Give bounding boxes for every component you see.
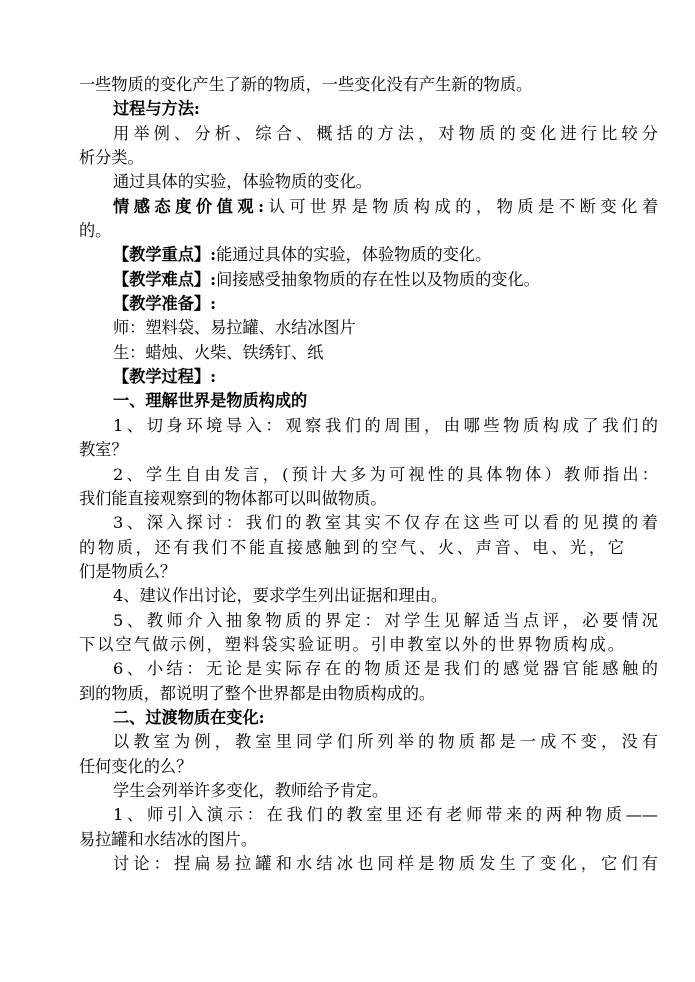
text-line: 易拉罐和水结冰的图片。 <box>79 829 258 849</box>
text-line: 情感态度价值观:认可世界是物质构成的，物质是不断变化着 <box>113 196 658 216</box>
section-heading: 二、过渡物质在变化: <box>113 707 265 727</box>
text-line: 学生会列举许多变化，教师给予肯定。 <box>113 780 389 800</box>
text-line: 讨论：捏扁易拉罐和水结冰也同样是物质发生了变化，它们有 <box>113 854 658 873</box>
text-line: 到的物质，都说明了整个世界都是由物质构成的。 <box>79 683 436 703</box>
section-heading: 【教学难点】: <box>113 269 217 289</box>
text-line: 【教学难点】:间接感受抽象物质的存在性以及物质的变化。 <box>113 269 540 289</box>
section-heading: 【教学过程】: <box>113 367 217 387</box>
section-heading: 【教学准备】: <box>113 294 217 314</box>
text-line: 【教学重点】:能通过具体的实验，体验物质的变化。 <box>113 245 492 265</box>
text-line: 任何变化的么？ <box>79 756 193 776</box>
section-heading: 情感态度价值观: <box>113 196 265 216</box>
text-line: 4、建议作出讨论，要求学生列出证据和理由。 <box>113 586 448 606</box>
text-line: 2、学生自由发言，(预计大多为可视性的具体物体）教师指出： <box>113 464 658 484</box>
section-heading: 过程与方法: <box>113 99 200 119</box>
text-line: 3、深入探讨：我们的教室其实不仅存在这些可以看的见摸的着 <box>113 513 658 533</box>
text-line: 6、小结：无论是实际存在的物质还是我们的感觉器官能感触的 <box>113 659 658 679</box>
text-line: 以教室为例，教室里同学们所列举的物质都是一成不变，没有 <box>113 732 658 752</box>
text-line: 一些物质的变化产生了新的物质，一些变化没有产生新的物质。 <box>79 75 533 94</box>
text-line: 通过具体的实验，体验物质的变化。 <box>113 172 372 192</box>
text-line: 析分类。 <box>79 148 144 168</box>
text-line: 1、切身环境导入：观察我们的周围，由哪些物质构成了我们的 <box>113 415 658 435</box>
text-line: 师：塑料袋、易拉罐、水结冰图片 <box>113 318 356 338</box>
text-line: 5、教师介入抽象物质的界定：对学生见解适当点评，必要情况 <box>113 610 658 630</box>
text-line: 的。 <box>79 221 112 241</box>
text-line: 下以空气做示例，塑料袋实验证明。引申教室以外的世界物质构成。 <box>79 634 624 654</box>
text-line: 用举例、分析、综合、概括的方法，对物质的变化进行比较分 <box>113 123 658 143</box>
document-page <box>79 73 658 876</box>
text-line: 们是物质么？ <box>79 561 177 581</box>
section-heading: 【教学重点】: <box>113 245 217 265</box>
text-line: 的物质，还有我们不能直接感触到的空气、火、声音、电、光，它 <box>79 537 624 557</box>
text-line: 我们能直接观察到的物体都可以叫做物质。 <box>79 488 387 508</box>
text-line: 生：蜡烛、火柴、铁绣钉、纸 <box>113 342 324 362</box>
section-heading: 一、理解世界是物质构成的 <box>113 391 308 411</box>
text-line: 1、师引入演示：在我们的教室里还有老师带来的两种物质—— <box>113 805 658 825</box>
text-line: 教室？ <box>79 440 128 460</box>
